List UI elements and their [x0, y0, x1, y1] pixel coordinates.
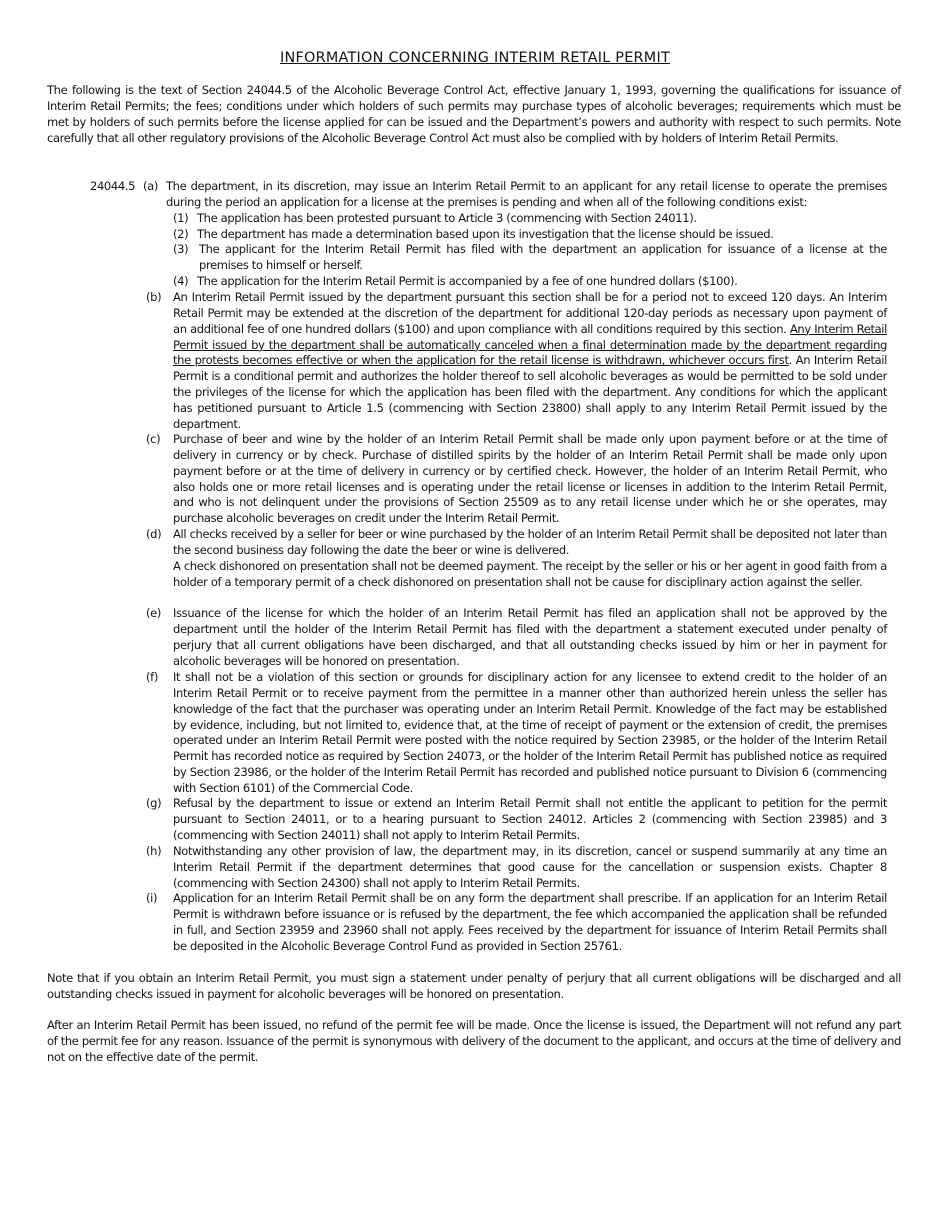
refund-paragraph: After an Interim Retail Permit has been issued, no refund of the permit fee will be made. Once the license is issued, the Department will not refund any part of the permit fee for any reason. Issuance of the permit is synonymous with delivery of the document to the applicant, and occurs at the time of delivery and not on the effective date of the permit. — [47, 1018, 901, 1064]
subsection-f — [146, 670, 887, 797]
condition-4-text: The application for the Interim Retail Permit is accompanied by a fee of one hundred dollars ($100). — [197, 274, 738, 288]
condition-3-text: The applicant for the Interim Retail Permit has filed with the department an application for issuance of a license at the premises to himself or herself. — [199, 242, 887, 272]
subsection-i-label: (i) — [146, 891, 158, 905]
subsection-f-text: It shall not be a violation of this section or grounds for disciplinary action for any licensee to extend credit to the holder of an Interim Retail Permit or to receive payment from the permittee in a manner other than authorized herein unless the seller has knowledge of the fact that the purchaser was operating under an Interim Retail Permit. Knowledge of the fact may be established by evidence, including, but not limited to, evidence that, at the time of receipt of payment or the extension of credit, the premises operated under an Interim Retail Permit were posted with the notice required by Section 23985, or the holder of the Interim Retail Permit has recorded notice as required by Section 24073, or the holder of the Interim Retail Permit has published notice as required by Section 23986, or the holder of the Interim Retail Permit has recorded and published notice pursuant to Division 6 (commencing with Section 6101) of the Commercial Code. — [173, 670, 887, 795]
subsection-a-body: The department, in its discretion, may issue an Interim Retail Permit to an applicant for any retail license to operate the premises during the period an application for a license at the premises is pending and when all of the following conditions exist: — [166, 179, 887, 209]
subsection-c-label: (c) — [146, 432, 161, 446]
subsection-i — [146, 891, 887, 954]
subsection-d-label: (d) — [146, 527, 162, 541]
condition-3-number: (3) — [173, 242, 189, 256]
subsection-e-label: (e) — [146, 606, 161, 620]
subsection-d-text-1: All checks received by a seller for beer or wine purchased by the holder of an Interim Retail Permit shall be deposited not later than the second business day following the date the beer or wine is delivered. — [173, 527, 887, 557]
intro-paragraph: The following is the text of Section 24044.5 of the Alcoholic Beverage Control Act, effective January 1, 1993, governing the qualifications for issuance of Interim Retail Permits; the fees; conditions under which holders of such permits may purchase types of alcoholic beverages; requirements which must be met by holders of such permits before the license applied for can be issued and the Department’s powers and authority with respect to such permits. Note carefully that all other regulatory provisions of the Alcoholic Beverage Control Act must also be complied with by holders of Interim Retail Permits. — [47, 83, 901, 145]
section-number: 24044.5 — [90, 179, 136, 193]
subsection-h-text: Notwithstanding any other provision of law, the department may, in its discretion, cancel or suspend summarily at any time an Interim Retail Permit if the department determines that good cause for the cancellation or suspension exists. Chapter 8 (commencing with Section 24300) shall not apply to Interim Retail Permits. — [173, 844, 887, 890]
subsection-b — [146, 290, 887, 433]
condition-3 — [173, 242, 887, 274]
page-title: INFORMATION CONCERNING INTERIM RETAIL PERMIT — [279, 50, 671, 66]
subsection-e — [146, 606, 887, 669]
condition-2-text: The department has made a determination based upon its investigation that the license should be issued. — [197, 227, 774, 241]
condition-1 — [173, 211, 887, 227]
subsection-b-text-2: . An Interim Retail Permit is a conditional permit and authorizes the holder thereof to sell alcoholic beverages as would be permitted to be sold under the privileges of the license for which the application has been filed with the department. Any conditions for which the applicant has petitioned pursuant to Article 1.5 (commencing with Section 23800) shall apply to any Interim Retail Permit issued by the department. — [173, 353, 887, 431]
subsection-a-label: (a) — [143, 179, 158, 193]
note-paragraph: Note that if you obtain an Interim Retail Permit, you must sign a statement under penalty of perjury that all current obligations will be discharged and all outstanding checks issued in payment for alcoholic beverages will be honored on presentation. — [47, 971, 901, 1001]
subsection-c-text: Purchase of beer and wine by the holder of an Interim Retail Permit shall be made only upon payment before or at the time of delivery in currency or by check. Purchase of distilled spirits by the holder of an Interim Retail Permit shall be made only upon payment before or at the time of delivery in currency or by certified check. However, the holder of an Interim Retail Permit, who also holds one or more retail licenses and is operating under the retail license or licenses in addition to the Interim Retail Permit, and who is not delinquent under the provisions of Section 25509 as to any retail license under which he or she operates, may purchase alcoholic beverages on credit under the Interim Retail Permit. — [173, 432, 887, 526]
subsection-b-text-1: An Interim Retail Permit issued by the department pursuant this section shall be for a period not to exceed 120 days. An Interim Retail Permit may be extended at the discretion of the department for additional 120-day periods as necessary upon payment of an additional fee of one hundred dollars ($100) and upon compliance with all conditions required by this section. — [173, 290, 887, 336]
subsection-a-text — [166, 179, 887, 211]
subsection-h-label: (h) — [146, 844, 162, 858]
condition-2-number: (2) — [173, 227, 189, 241]
condition-1-text: The application has been protested pursuant to Article 3 (commencing with Section 24011). — [197, 211, 697, 225]
subsection-g-text: Refusal by the department to issue or extend an Interim Retail Permit shall not entitle the applicant to petition for the permit pursuant to Section 24011, or to a hearing pursuant to Section 24012. Articles 2 (commencing with Section 23985) and 3 (commencing with Section 24011) shall not apply to Interim Retail Permits. — [173, 796, 887, 842]
subsection-b-text — [173, 290, 887, 433]
condition-1-number: (1) — [173, 211, 189, 225]
subsection-c — [146, 432, 887, 527]
subsection-g-label: (g) — [146, 796, 162, 810]
subsection-b-label: (b) — [146, 290, 162, 304]
subsection-i-text: Application for an Interim Retail Permit shall be on any form the department shall prescribe. If an application for an Interim Retail Permit is withdrawn before issuance or is refused by the department, the fee which accompanied the application shall be refunded in full, and Section 23959 and 23960 shall not apply. Fees received by the department for issuance of Interim Retail Permits shall be deposited in the Alcoholic Beverage Control Fund as provided in Section 25761. — [173, 891, 887, 953]
condition-2 — [173, 227, 887, 243]
subsection-d — [146, 527, 887, 590]
subsection-f-label: (f) — [146, 670, 158, 684]
subsection-d-text-2: A check dishonored on presentation shall not be deemed payment. The receipt by the seller or his or her agent in good faith from a holder of a temporary permit of a check dishonored on presentation shall not be cause for disciplinary action against the seller. — [173, 558, 887, 589]
subsection-b-underlined-text: Any Interim Retail Permit issued by the department shall be automatically canceled when a final determination made by the department regarding the protests becomes effective or when the application for the retail license is withdrawn, whichever occurs first — [173, 321, 887, 368]
subsection-e-text: Issuance of the license for which the holder of an Interim Retail Permit has filed an application shall not be approved by the department until the holder of the Interim Retail Permit has filed with the department a statement executed under penalty of perjury that all current obligations have been discharged, and that all outstanding checks issued by him or her in payment for alcoholic beverages will be honored on presentation. — [173, 606, 887, 668]
condition-4 — [173, 274, 887, 290]
subsection-g — [146, 796, 887, 844]
condition-4-number: (4) — [173, 274, 189, 288]
subsection-h — [146, 844, 887, 892]
subsection-d-text — [173, 527, 887, 590]
